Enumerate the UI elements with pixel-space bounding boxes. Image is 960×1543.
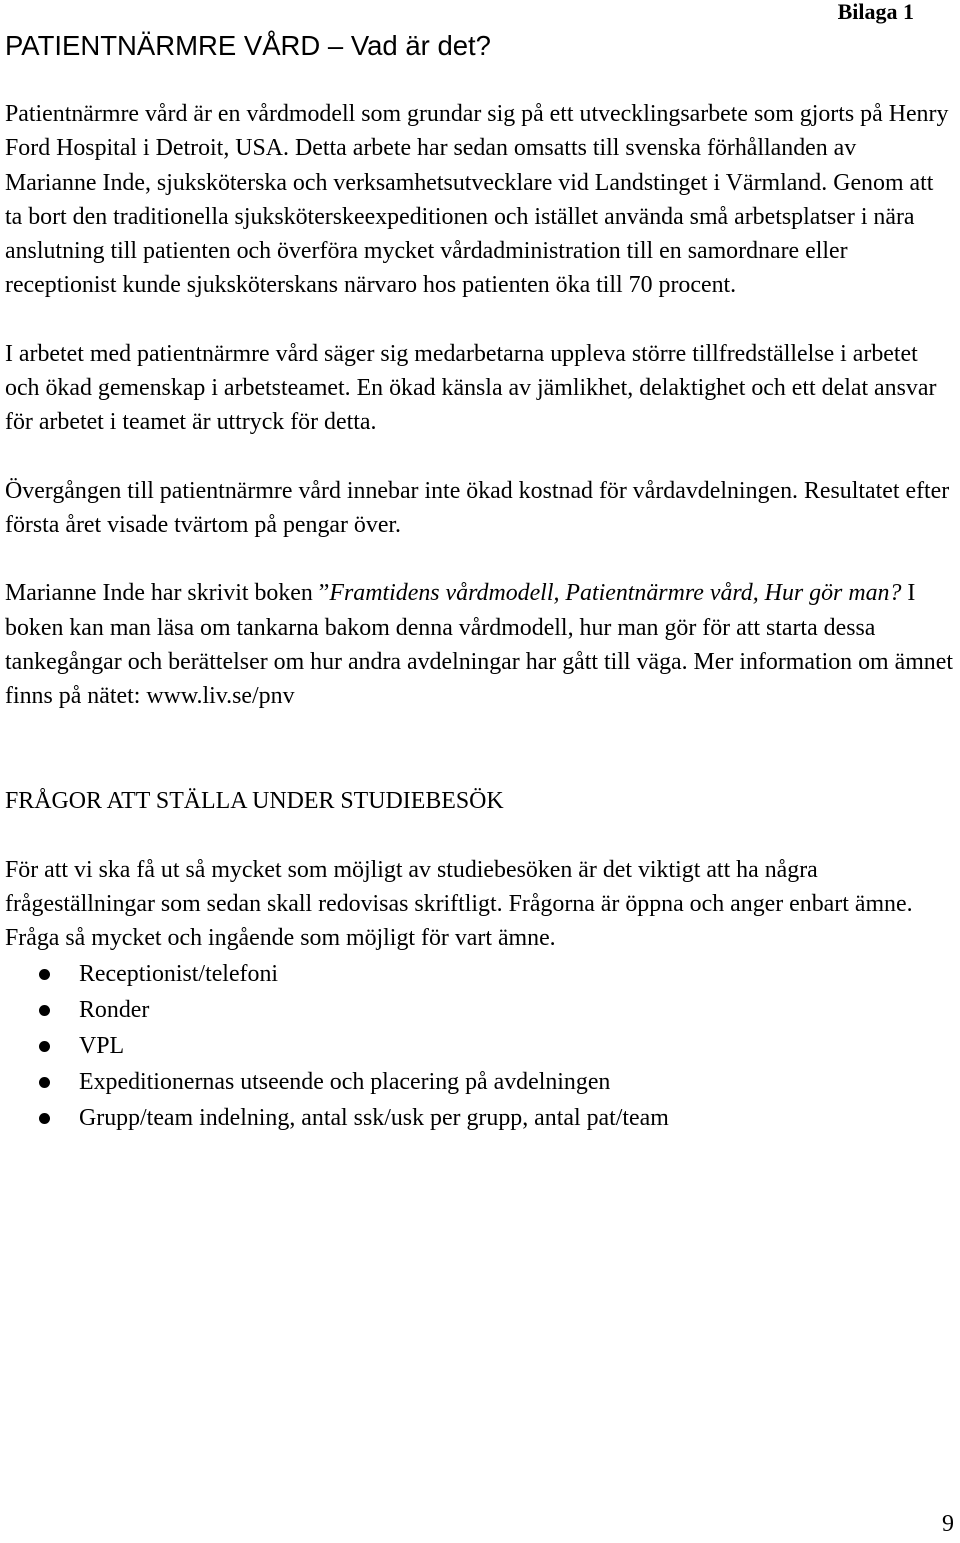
list-item-label: Ronder [79, 996, 150, 1023]
bullet-icon [39, 1005, 50, 1016]
questions-intro: För att vi ska få ut så mycket som möjligt av studiebesöken är det viktigt att ha några frågeställningar som sedan skall redovisas skriftligt. Frågorna är öppna och anger enbart ämne. Fråga så mycket och ingående som möjligt för vart ämne. [5, 856, 913, 952]
list-item [5, 1100, 953, 1136]
page-title: PATIENTNÄRMRE VÅRD – Vad är det? [5, 30, 491, 61]
book-paragraph [5, 576, 953, 713]
bullet-icon [39, 1077, 50, 1088]
experience-paragraph: I arbetet med patientnärmre vård säger sig medarbetarna uppleva större tillfredställelse i arbetet och ökad gemenskap i arbetsteamet. En ökad känsla av jämlikhet, delaktighet och ett delat ansvar för arbetet i teamet är uttryck för detta. [5, 340, 937, 436]
intro-paragraph: Patientnärmre vård är en vårdmodell som grundar sig på ett utvecklingsarbete som gjorts på Henry Ford Hospital i Detroit, USA. Detta arbete har sedan omsatts till svenska förhållanden av Marianne Inde, sjuksköterska och verksamhetsutvecklare vid Landstinget i Värmland. Genom att ta bort den traditionella sjuksköterskeexpeditionen och istället använda små arbetsplatser i nära anslutning till patienten och överföra mycket vårdadministration till en samordnare eller receptionist kunde sjuksköterskans närvaro hos patienten öka till 70 procent. [5, 101, 949, 299]
list-item [5, 992, 953, 1028]
list-item [5, 1064, 953, 1100]
list-item-label: VPL [79, 1032, 125, 1059]
book-paragraph-rest: I boken kan man läsa om tankarna bakom denna vårdmodell, hur man gör för att starta dessa tankegångar och berättelser om hur andra avdelningar har gått till väga. Mer information om ämnet finns på nätet: www.liv.se/pnv [5, 580, 953, 710]
document-body [5, 97, 953, 1136]
topic-list [5, 956, 953, 1136]
bullet-icon [39, 969, 50, 980]
questions-heading: FRÅGOR ATT STÄLLA UNDER STUDIEBESÖK [5, 788, 504, 815]
list-item-label: Grupp/team indelning, antal ssk/usk per grupp, antal pat/team [79, 1104, 669, 1131]
bullet-icon [39, 1113, 50, 1124]
list-item [5, 956, 953, 992]
list-item-label: Receptionist/telefoni [79, 960, 279, 987]
page-number: 9 [942, 1511, 954, 1537]
bullet-icon [39, 1041, 50, 1052]
book-paragraph-lead: Marianne Inde har skrivit boken ” [5, 580, 330, 607]
cost-paragraph: Övergången till patientnärmre vård innebar inte ökad kostnad för vårdavdelningen. Resultatet efter första året visade tvärtom på pengar över. [5, 477, 950, 538]
list-item [5, 1028, 953, 1064]
list-item-label: Expeditionernas utseende och placering på avdelningen [79, 1068, 611, 1095]
book-title: Framtidens vårdmodell, Patientnärmre vård, Hur gör man? [329, 580, 902, 607]
appendix-label: Bilaga 1 [837, 0, 914, 24]
